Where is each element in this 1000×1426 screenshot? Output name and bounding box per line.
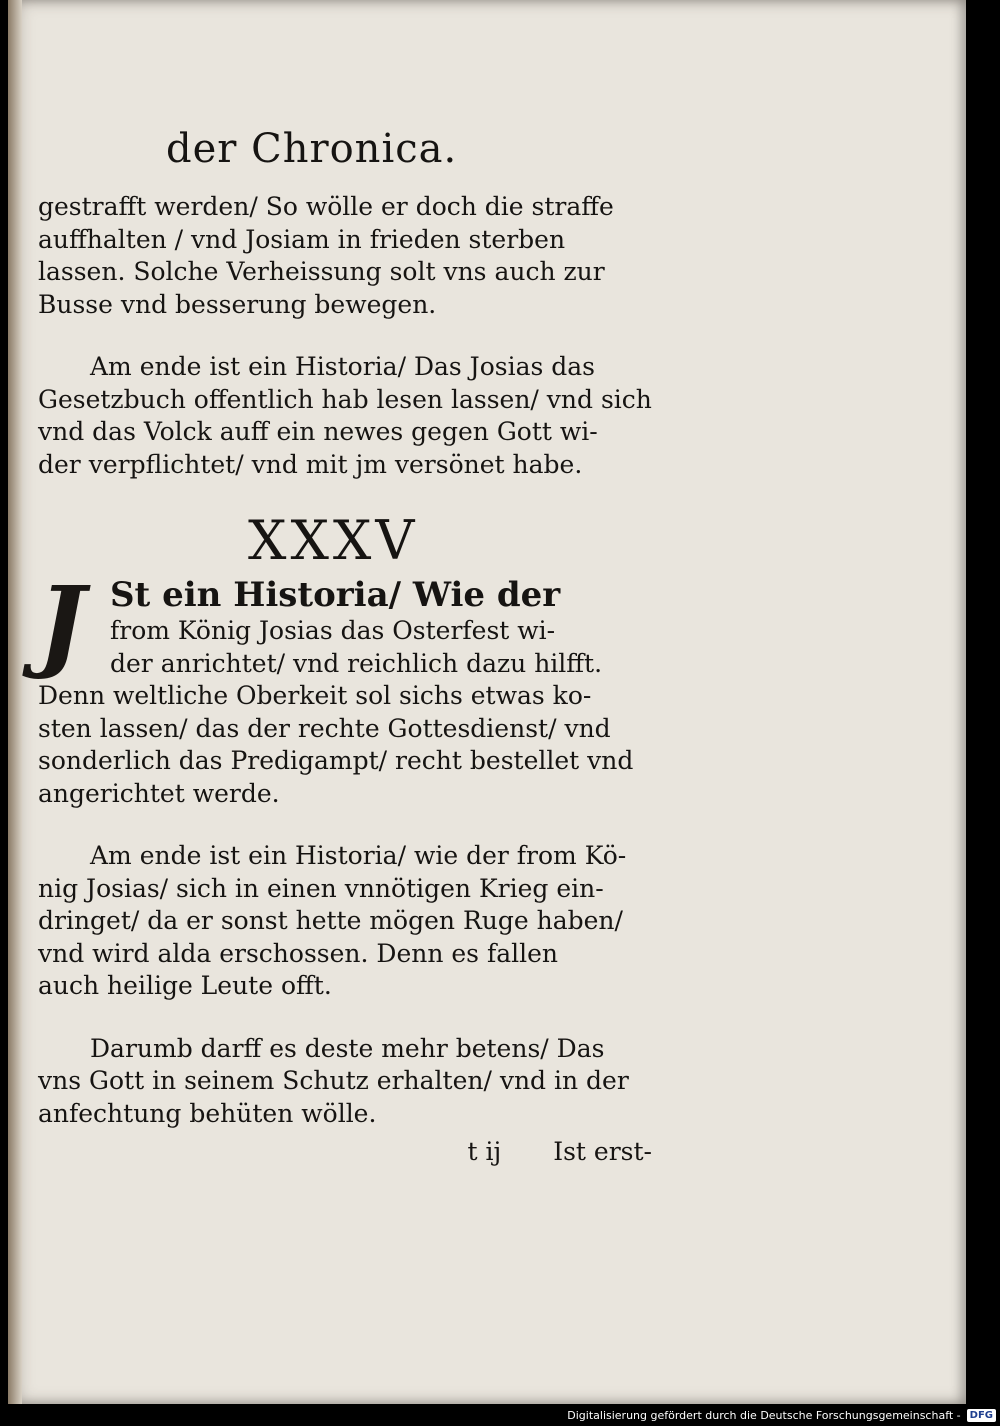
- text-line: Denn weltliche Oberkeit sol sichs etwas ko-: [38, 681, 592, 710]
- text-line: St ein Historia/ Wie der: [110, 575, 561, 615]
- running-title: der Chronica.: [166, 126, 458, 172]
- chapter-number: XXXV: [248, 509, 419, 572]
- digitization-credit: [567, 1404, 1000, 1426]
- text-line: Darumb darff es deste mehr betens/ Das: [90, 1033, 605, 1063]
- signature-mark: t ij: [467, 1137, 502, 1166]
- text-line: Busse vnd besserung bewegen.: [38, 289, 437, 319]
- paragraph-3: [38, 564, 658, 810]
- text-line: vnd das Volck auff ein newes gegen Gott wi-: [38, 417, 598, 446]
- text-line: sonderlich das Predigampt/ recht bestellet vnd: [38, 746, 634, 775]
- text-line: der verpflichtet/ vnd mit jm versönet habe.: [38, 449, 583, 479]
- paragraph-2: [38, 351, 658, 481]
- text-line: auch heilige Leute offt.: [38, 971, 332, 1000]
- paragraph-1: [38, 191, 658, 321]
- text-line: from König Josias das Osterfest wi-: [110, 616, 556, 645]
- paragraph-4: [38, 840, 658, 1003]
- text-line: Am ende ist ein Historia/ Das Josias das: [90, 352, 595, 381]
- page-foot-line: [38, 1136, 658, 1169]
- dfg-logo: DFG: [967, 1409, 996, 1422]
- text-line: gestrafft werden/ So wölle er doch die straffe: [38, 192, 614, 221]
- text-line: sten lassen/ das der rechte Gottesdienst/ vnd: [38, 713, 611, 743]
- text-line: vnd wird alda erschossen. Denn es fallen: [38, 938, 559, 968]
- catchword: Ist erst-: [553, 1137, 652, 1166]
- text-line: dringet/ da er sonst hette mögen Ruge haben/: [38, 906, 623, 935]
- text-line: lassen. Solche Verheissung solt vns auch zur: [38, 257, 605, 286]
- paragraph-5: [38, 1033, 658, 1131]
- text-line: der anrichtet/ vnd reichlich dazu hilfft.: [110, 648, 603, 678]
- text-line: auffhalten / vnd Josiam in frieden sterben: [38, 224, 566, 254]
- page-text-block: [38, 125, 658, 1169]
- text-line: anfechtung behüten wölle.: [38, 1098, 377, 1128]
- credit-text: Digitalisierung gefördert durch die Deutsche Forschungsgemeinschaft -: [567, 1408, 961, 1422]
- text-line: vns Gott in seinem Schutz erhalten/ vnd in der: [38, 1066, 629, 1095]
- text-line: Gesetzbuch offentlich hab lesen lassen/ vnd sich: [38, 384, 652, 414]
- text-line: Am ende ist ein Historia/ wie der from Kö-: [90, 841, 627, 870]
- text-line: angerichtet werde.: [38, 778, 280, 808]
- text-line: nig Josias/ sich in einen vnnötigen Krieg ein-: [38, 873, 604, 903]
- drop-initial: J: [38, 564, 86, 682]
- book-page: [8, 0, 966, 1404]
